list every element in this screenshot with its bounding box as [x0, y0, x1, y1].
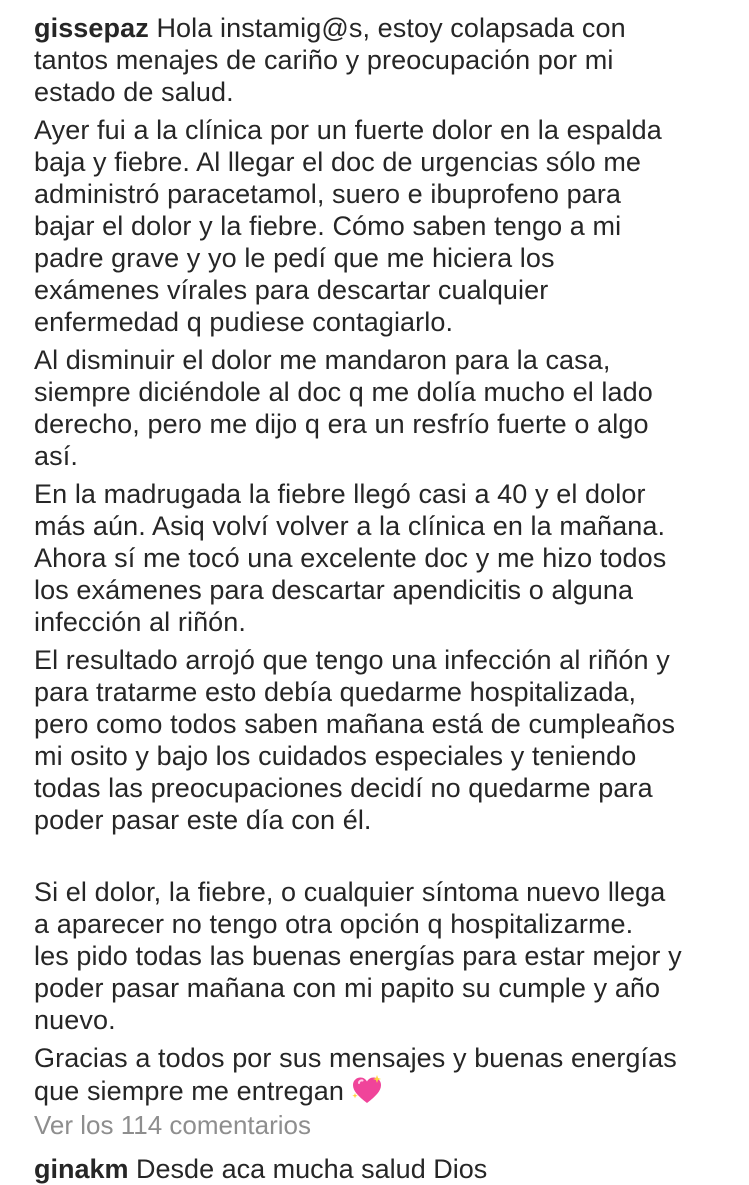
caption-intro — [34, 12, 724, 108]
caption-paragraph: En la madrugada la fiebre llegó casi a 40 y el dolor más aún. Asiq volví volver a la clínica en la mañana. Ahora sí me tocó una excelente doc y me hizo todos los exámenes para descartar apendicitis o alguna infección al riñón. — [34, 479, 667, 637]
post-caption — [34, 12, 724, 1113]
paragraph-gap — [34, 842, 724, 876]
caption-paragraph: Al disminuir el dolor me mandaron para la casa, siempre diciéndole al doc q me dolía mucho el lado derecho, pero me dijo q era un resfrío fuerte o algo así. — [34, 345, 653, 471]
username-link[interactable]: gissepaz — [34, 13, 149, 43]
caption-intro-text: Hola instamig@s, estoy colapsada con tantos menajes de cariño y preocupación por mi estado de salud. — [34, 13, 626, 107]
caption-closing-text: Gracias a todos por sus mensajes y buenas energías que siempre me entregan — [34, 1043, 677, 1106]
comment-text: Desde aca mucha salud Dios — [136, 1154, 488, 1184]
comment-preview — [34, 1154, 487, 1185]
caption-paragraph: El resultado arrojó que tengo una infección al riñón y para tratarme esto debía quedarme hospitalizada, pero como todos saben mañana está de cumpleaños mi osito y bajo los cuidados especiales y teniendo todas las preocupaciones decidí no quedarme para poder pasar este día con él. — [34, 645, 676, 835]
view-all-comments-link[interactable]: Ver los 114 comentarios — [34, 1110, 311, 1140]
caption-paragraph: Si el dolor, la fiebre, o cualquier síntoma nuevo llega a aparecer no tengo otra opción q hospitalizarme. les pido todas las buenas energías para estar mejor y poder pasar mañana con mi papito su cumple y año nuevo. — [34, 877, 682, 1035]
sparkling-heart-icon — [350, 1074, 384, 1106]
caption-paragraph: Ayer fui a la clínica por un fuerte dolor en la espalda baja y fiebre. Al llegar el doc de urgencias sólo me administró paracetamol, suero e ibuprofeno para bajar el dolor y la fiebre. Cómo saben tengo a mi padre grave y yo le pedí que me hiciera los exámenes vírales para descartar cualquier enfermedad q pudiese contagiarlo. — [34, 115, 662, 337]
comment-username[interactable]: ginakm — [34, 1154, 129, 1184]
caption-closing — [34, 1042, 724, 1107]
